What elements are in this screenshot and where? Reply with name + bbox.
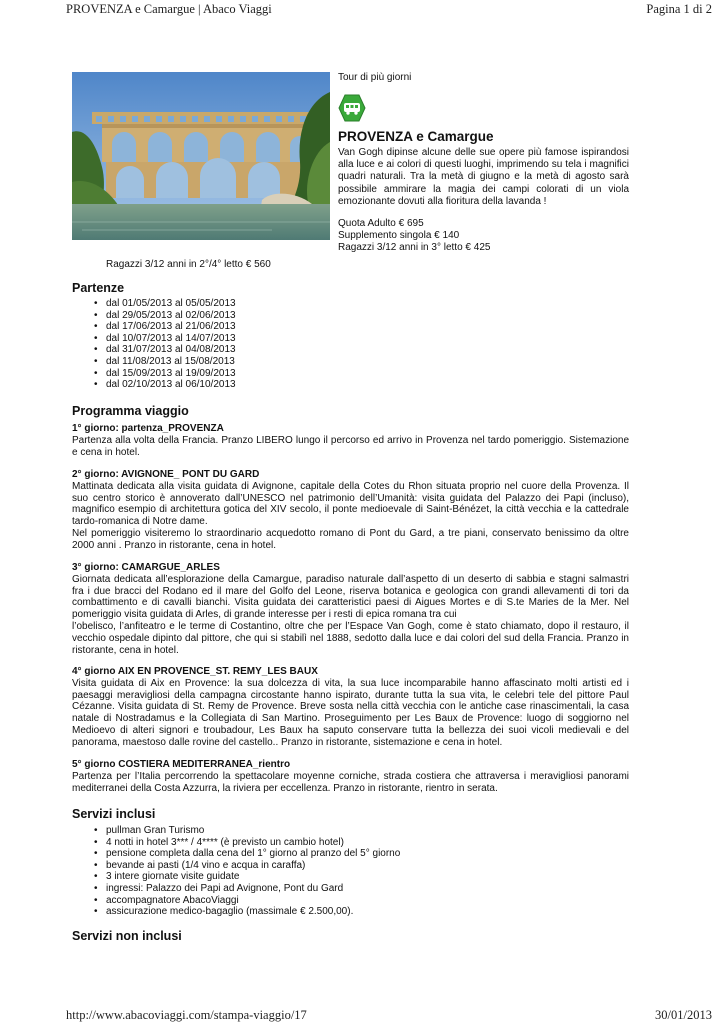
servizi-non-inclusi-heading: Servizi non inclusi: [72, 929, 182, 943]
price-list: [338, 218, 629, 254]
price-child-2-4-bed: Ragazzi 3/12 anni in 2°/4° letto € 560: [106, 259, 271, 270]
print-header: [66, 2, 712, 18]
product-info: [338, 72, 629, 254]
servizi-inclusi-heading: Servizi inclusi: [72, 807, 156, 821]
day-paragraph: Giornata dedicata all’esplorazione della Camargue, paradiso naturale dall’aspetto di un deserto di sabbia e stagni salmastri fra i due bracci del Rodano ed il mare del Golfo del Leone, riserva botanica e geologica con grandi allevamenti di tori da combattimento e di cavalli bianchi. Visita guidata dei caratteristici paesi di Aigues Mortes e di S.te Maries de la Mer. Nel pomeriggio visita guidata di Arles, di grande interesse per i resti di epica romana tra cui: [72, 573, 629, 621]
day-1: [72, 423, 629, 458]
product-description: Van Gogh dipinse alcune delle sue opere più famose ispirandosi alla luce e ai colori di questi luoghi, imprimendo su tela i magnifici quadri naturali. Tra la metà di giugno e la metà di agosto sarà possibile ammirare la magia dei campi colorati di un viola emozionante dovuti alla fioritura della lavanda !: [338, 147, 629, 207]
day-title: 3° giorno: CAMARGUE_ARLES: [72, 562, 220, 573]
list-item: • ingressi: Palazzo dei Papi ad Avignone, Pont du Gard: [94, 883, 400, 895]
page-url: http://www.abacoviaggi.com/stampa-viaggio/17: [66, 1008, 307, 1022]
included-services-list: [94, 825, 400, 918]
departure-dates-list: [94, 298, 236, 391]
list-item: • 3 intere giornate visite guidate: [94, 871, 400, 883]
price-child-3-bed: Ragazzi 3/12 anni in 3° letto € 425: [338, 242, 491, 254]
day-paragraph: Partenza alla volta della Francia. Pranzo LIBERO lungo il percorso ed arrivo in Provenza nel tardo pomeriggio. Sistemazione e cena in hotel.: [72, 434, 629, 458]
day-5: [72, 759, 629, 794]
price-adult: Quota Adulto € 695: [338, 218, 424, 230]
list-item: • 4 notti in hotel 3*** / 4**** (è previsto un cambio hotel): [94, 837, 400, 849]
day-paragraph: Visita guidata di Aix en Provence: la sua dolcezza di vita, la sua luce incomparabile hanno affascinato molti artisti ed i paesaggi meravigliosi della campagna circostante hanno ispirato, durante tutta la sua vita, le celebri tele del pittore Paul Cézanne. Visita guidata di St. Remy de Provence. Breve sosta nella città vecchia con le antiche case rinascimentali, la casa natale di Nostradamus e la Collegiata di San Martino. Proseguimento per Les Baux de Provence: luogo di soggiorno nel Medioevo di alteri signori e troubadour, Les Baux ha saputo conservare tutta la bellezza dei suoi vicoli medievali e del panorama, maestoso dalle rovine del castello.. Pranzo in ristorante, sistemazione e cena in hotel.: [72, 677, 629, 748]
print-date: 30/01/2013: [655, 1008, 712, 1022]
day-paragraph: Nel pomeriggio visiteremo lo straordinario acquedotto romano di Pont du Gard, a tre piani, conservato benissimo da oltre 2000 anni . Pranzo in ristorante, cena in hotel.: [72, 527, 629, 551]
list-item: • dal 02/10/2013 al 06/10/2013: [94, 379, 236, 391]
print-footer: [66, 1008, 712, 1024]
list-item: • assicurazione medico-bagaglio (massimale € 2.500,00).: [94, 906, 400, 918]
partenze-heading: Partenze: [72, 281, 125, 295]
bus-icon: [338, 94, 366, 122]
day-title: 4° giorno AIX EN PROVENCE_ST. REMY_LES BAUX: [72, 666, 318, 677]
list-item: • dal 10/07/2013 al 14/07/2013: [94, 333, 236, 345]
list-item: • pensione completa dalla cena del 1° giorno al pranzo del 5° giorno: [94, 848, 400, 860]
day-title: 2° giorno: AVIGNONE_ PONT DU GARD: [72, 469, 260, 480]
list-item: • dal 11/08/2013 al 15/08/2013: [94, 356, 236, 368]
day-2: [72, 469, 629, 552]
day-4: [72, 666, 629, 749]
price-single-supplement: Supplemento singola € 140: [338, 230, 460, 242]
day-3: [72, 562, 629, 656]
day-paragraph: Partenza per l’Italia percorrendo la spettacolare moyenne corniche, strada costiera che attraversa i meravigliosi panorami mediterranei della Costa Azzurra, la riviera per eccellenza. Pranzo in ristorante, rientro in serata.: [72, 770, 629, 794]
list-item: • pullman Gran Turismo: [94, 825, 400, 837]
list-item: • dal 17/06/2013 al 21/06/2013: [94, 321, 236, 333]
product-title: PROVENZA e Camargue: [338, 129, 494, 144]
day-paragraph: Mattinata dedicata alla visita guidata di Avignone, capitale della Cotes du Rhon situata proprio nel cuore della Provenza. Il suo centro storico è annoverato dall’UNESCO nel patrimonio dell’Umanità: visita guidata del Palazzo dei Papi (incluso), magnifico esempio di architettura gotica del XIV secolo, il ponte medioevale di Saint-Bénézet, la città vecchia e la cattedrale tardo-romanica di Notre dame.: [72, 480, 629, 528]
day-title: 5° giorno COSTIERA MEDITERRANEA_rientro: [72, 759, 291, 770]
tour-type-label: Tour di più giorni: [338, 72, 412, 83]
list-item: • accompagnatore AbacoViaggi: [94, 895, 400, 907]
list-item: • dal 15/09/2013 al 19/09/2013: [94, 368, 236, 380]
list-item: • dal 31/07/2013 al 04/08/2013: [94, 344, 236, 356]
print-header-title: PROVENZA e Camargue | Abaco Viaggi: [66, 2, 272, 16]
day-title: 1° giorno: partenza_PROVENZA: [72, 423, 224, 434]
list-item: • bevande ai pasti (1/4 vino e acqua in caraffa): [94, 860, 400, 872]
pont-du-gard-photo: [72, 72, 330, 240]
day-paragraph: l’obelisco, l’anfiteatro e le terme di Costantino, oltre che per l’Espace Van Gogh, come è stato chiamato, dopo il restauro, il vecchio ospedale dipinto dal pittore, che qui si stabilì nel 1888, sedotto dalla luce e dai colori del sud della Francia. Pranzo in ristorante, cena in hotel.: [72, 620, 629, 656]
programma-heading: Programma viaggio: [72, 404, 189, 418]
print-header-page-number: Pagina 1 di 2: [646, 2, 712, 16]
list-item: • dal 29/05/2013 al 02/06/2013: [94, 310, 236, 322]
list-item: • dal 01/05/2013 al 05/05/2013: [94, 298, 236, 310]
